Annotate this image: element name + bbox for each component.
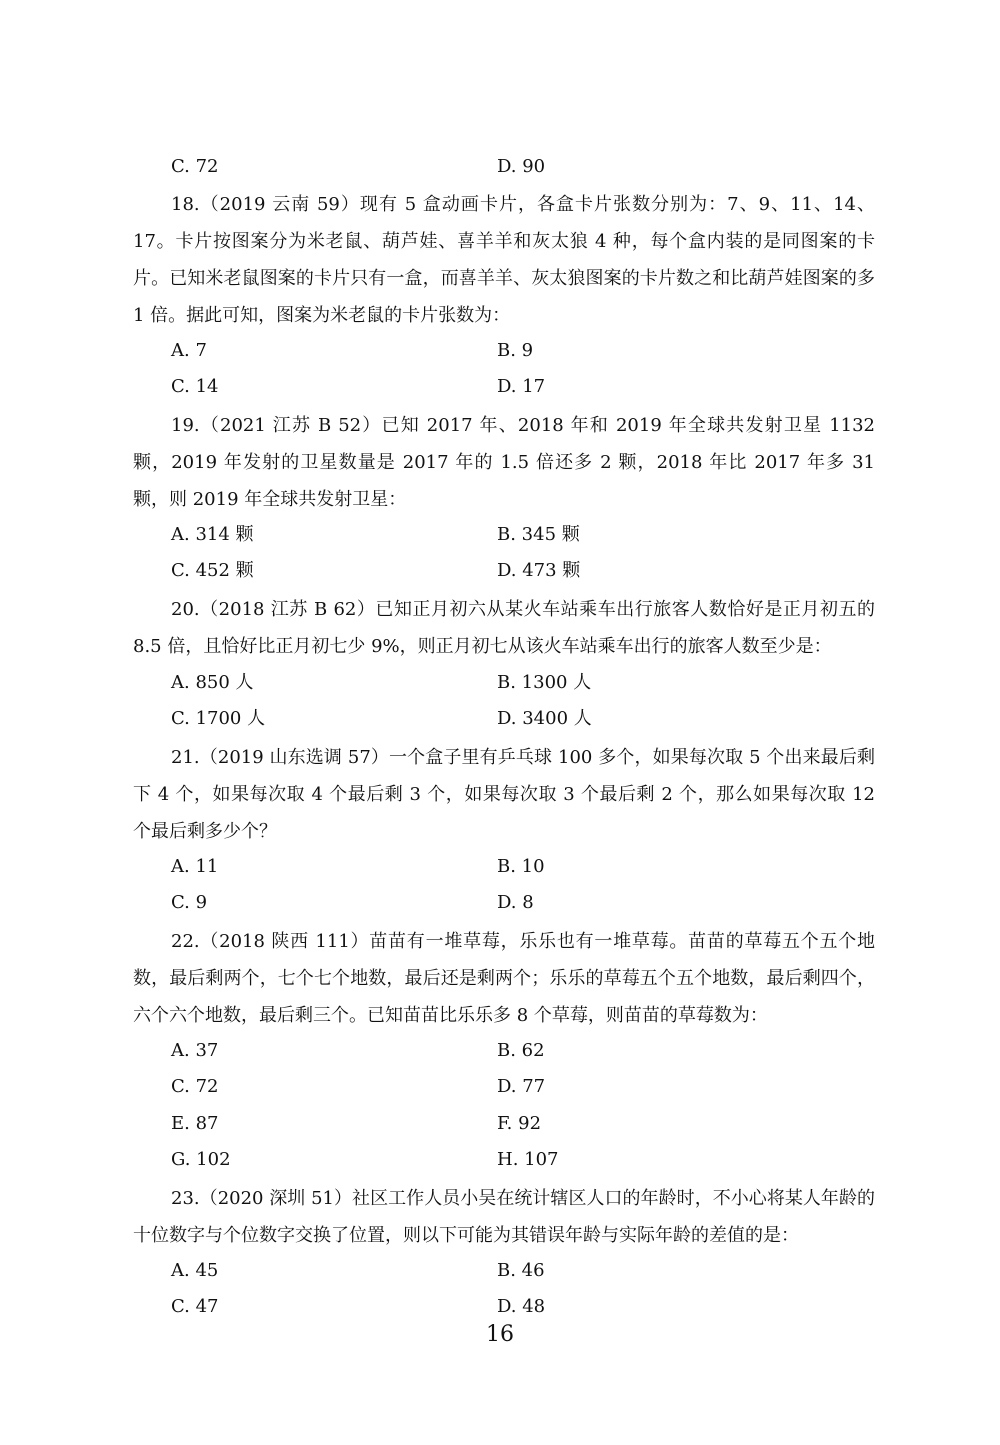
option: C. 452 颗 xyxy=(171,560,254,581)
option: B. 46 xyxy=(497,1260,545,1281)
option-row xyxy=(171,518,871,552)
option: E. 87 xyxy=(171,1113,219,1134)
option-row xyxy=(171,1070,871,1104)
option: A. 11 xyxy=(171,856,219,877)
question-21: 21.（2019 山东选调 57）一个盒子里有乒乓球 100 多个，如果每次取 5 个出来最后剩下 4 个，如果每次取 4 个最后剩 3 个，如果每次取 3 个最后剩 2 个，那么如果每次取 12 个最后剩多少个？ xyxy=(133,747,875,842)
page-number: 16 xyxy=(486,1322,514,1347)
option-row xyxy=(171,334,871,368)
option-row xyxy=(171,850,871,884)
option-row xyxy=(171,666,871,700)
option: C. 47 xyxy=(171,1296,219,1317)
option-row xyxy=(171,886,871,920)
option: D. 17 xyxy=(497,376,546,397)
option: B. 345 颗 xyxy=(497,524,580,545)
option-row xyxy=(171,1034,871,1068)
option: D. 48 xyxy=(497,1296,546,1317)
option: A. 45 xyxy=(171,1260,219,1281)
option: A. 850 人 xyxy=(171,672,254,693)
option: D. 90 xyxy=(497,156,546,177)
option: C. 14 xyxy=(171,376,219,397)
option-row xyxy=(171,554,871,588)
question-22: 22.（2018 陕西 111）苗苗有一堆草莓，乐乐也有一堆草莓。苗苗的草莓五个五个地数，最后剩两个，七个七个地数，最后还是剩两个；乐乐的草莓五个五个地数，最后剩四个，六个六个地数，最后剩三个。已知苗苗比乐乐多 8 个草莓，则苗苗的草莓数为： xyxy=(133,931,875,1026)
option: D. 3400 人 xyxy=(497,708,592,729)
option: D. 77 xyxy=(497,1076,546,1097)
option-row xyxy=(171,1143,871,1177)
option: D. 8 xyxy=(497,892,534,913)
option-row xyxy=(171,1290,871,1324)
option: C. 1700 人 xyxy=(171,708,266,729)
option-row xyxy=(171,1254,871,1288)
question-18: 18.（2019 云南 59）现有 5 盒动画卡片，各盒卡片张数分别为：7、9、11、14、17。卡片按图案分为米老鼠、葫芦娃、喜羊羊和灰太狼 4 种，每个盒内装的是同图案的卡片。已知米老鼠图案的卡片只有一盒，而喜羊羊、灰太狼图案的卡片数之和比葫芦娃图案的多 1 倍。据此可知，图案为米老鼠的卡片张数为： xyxy=(133,194,875,326)
option: F. 92 xyxy=(497,1113,542,1134)
option: C. 72 xyxy=(171,1076,219,1097)
option: A. 37 xyxy=(171,1040,219,1061)
option-row xyxy=(171,370,871,404)
option: A. 7 xyxy=(171,340,207,361)
option-row xyxy=(171,702,871,736)
option: D. 473 颗 xyxy=(497,560,581,581)
option: B. 1300 人 xyxy=(497,672,592,693)
option-row xyxy=(171,150,871,184)
option: C. 72 xyxy=(171,156,219,177)
option-row xyxy=(171,1107,871,1141)
option: A. 314 颗 xyxy=(171,524,254,545)
question-19: 19.（2021 江苏 B 52）已知 2017 年、2018 年和 2019 年全球共发射卫星 1132 颗，2019 年发射的卫星数量是 2017 年的 1.5 倍还多 2 颗，2018 年比 2017 年多 31 颗，则 2019 年全球共发射卫星： xyxy=(133,415,875,510)
question-23: 23.（2020 深圳 51）社区工作人员小吴在统计辖区人口的年龄时，不小心将某人年龄的十位数字与个位数字交换了位置，则以下可能为其错误年龄与实际年龄的差值的是： xyxy=(133,1188,875,1246)
option: C. 9 xyxy=(171,892,208,913)
option: H. 107 xyxy=(497,1149,559,1170)
question-20: 20.（2018 江苏 B 62）已知正月初六从某火车站乘车出行旅客人数恰好是正月初五的 8.5 倍，且恰好比正月初七少 9%，则正月初七从该火车站乘车出行的旅客人数至少是： xyxy=(133,599,875,657)
option: B. 9 xyxy=(497,340,534,361)
option: G. 102 xyxy=(171,1149,231,1170)
option: B. 62 xyxy=(497,1040,545,1061)
option: B. 10 xyxy=(497,856,545,877)
